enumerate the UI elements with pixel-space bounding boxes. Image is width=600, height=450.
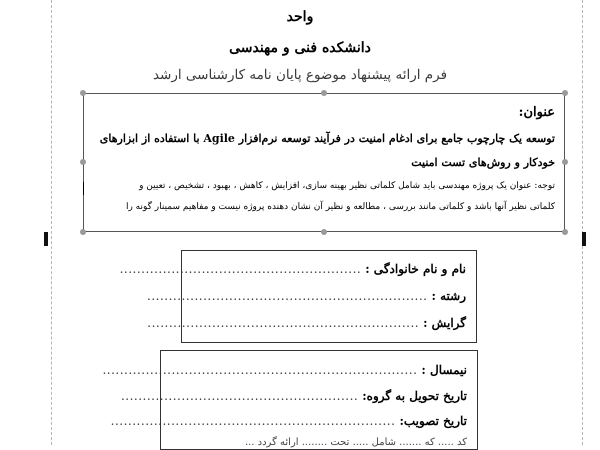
title-note-line-1[interactable]: توجه: عنوان یک پروژه مهندسی باید شامل کلماتی نظیر بهینه سازی، افزایش ، کاهش ، بهبود ، تشخیص ، تعیین و	[139, 181, 555, 191]
approval-date-label: تاریخ تصویب:	[399, 414, 467, 428]
major-blank[interactable]: .................................................................	[147, 289, 428, 303]
student-info-box[interactable]	[119, 250, 477, 343]
resize-handle-top-right[interactable]	[562, 90, 568, 96]
faculty-name: دانشکده فنی و مهندسی	[229, 40, 371, 56]
title-text-box[interactable]	[83, 93, 565, 232]
paragraph-marker-left	[44, 232, 48, 246]
resize-handle-top-left[interactable]	[80, 90, 86, 96]
dates-info-box[interactable]	[102, 350, 478, 450]
text-cursor	[83, 182, 84, 195]
resize-handle-bottom-left[interactable]	[80, 229, 86, 235]
student-name-field[interactable]	[120, 262, 466, 276]
thesis-title-line-2[interactable]: خودکار و روش‌های تست امنیت	[411, 156, 555, 169]
student-name-blank[interactable]: ........................................................	[119, 262, 362, 276]
approval-date-blank[interactable]: ..................................................................	[110, 414, 396, 428]
orientation-label: گرایش :	[423, 316, 466, 330]
thesis-title-line-1[interactable]: توسعه یک چارچوب جامع برای ادغام امنیت در فرآیند توسعه نرم‌افزار Agile با استفاده از ابزارهای	[99, 132, 555, 145]
university-name: واحد	[286, 9, 314, 25]
major-label: رشته :	[431, 289, 466, 303]
orientation-field[interactable]	[147, 316, 466, 330]
paragraph-marker-right	[582, 232, 586, 246]
form-title: فرم ارائه پیشنهاد موضوع پایان نامه کارشناسی ارشد	[152, 67, 448, 83]
major-field[interactable]	[147, 289, 466, 303]
orientation-blank[interactable]: ...............................................................	[147, 316, 420, 330]
resize-handle-left[interactable]	[80, 159, 86, 165]
group-delivery-date-label: تاریخ تحویل به گروه:	[362, 389, 467, 403]
group-delivery-date-blank[interactable]: .......................................................	[120, 389, 359, 403]
resize-handle-bottom-right[interactable]	[562, 229, 568, 235]
partial-cutoff-line: کد ..... که ....... شامل ..... تحت ........ ارائه گردد ...	[244, 437, 467, 448]
resize-handle-top[interactable]	[321, 90, 327, 96]
group-delivery-date-field[interactable]	[121, 389, 467, 403]
semester-field[interactable]	[102, 363, 467, 377]
semester-blank[interactable]: .........................................................................	[102, 363, 418, 377]
semester-label: نیمسال :	[421, 363, 467, 377]
approval-date-field[interactable]	[111, 414, 467, 428]
title-label: عنوان:	[518, 105, 555, 120]
student-name-label: نام و نام خانوادگی :	[365, 262, 466, 276]
resize-handle-bottom[interactable]	[321, 229, 327, 235]
title-note-line-2[interactable]: کلماتی نظیر آنها باشد و کلماتی مانند بررسی ، مطالعه و نظیر آن نشان دهنده پروژه نیست و مفاهیم سمینار گونه را	[125, 202, 555, 212]
resize-handle-right[interactable]	[562, 159, 568, 165]
